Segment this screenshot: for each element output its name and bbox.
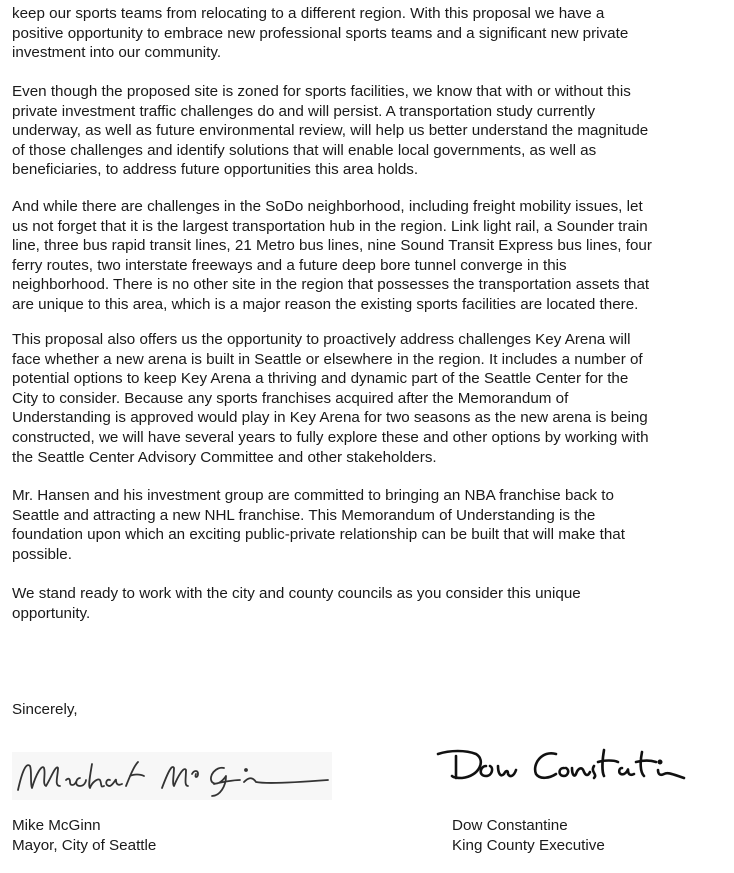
text-line: keep our sports teams from relocating to a different region. With this proposal we have a [12,5,605,22]
text-line: ferry routes, two interstate freeways and a future deep bore tunnel converge in this [12,256,567,274]
text-line: Even though the proposed site is zoned for sports facilities, we know that with or without this [12,83,631,100]
text-line: face whether a new arena is built in Seattle or elsewhere in the region. It includes a number of [12,350,643,368]
text-line: private investment traffic challenges do and will persist. A transportation study currently [12,102,596,120]
signatory-name: Mike McGinn [12,817,101,834]
text-line: line, three bus rapid transit lines, 21 Metro bus lines, nine Sound Transit Express bus lines, four [12,237,652,255]
text-line: us not forget that it is the largest transportation hub in the region. Link light rail, a Sounder train [12,217,648,235]
text-line: possible. [12,545,72,563]
text-line: are unique to this area, which is a major reason the existing sports facilities are located there. [12,295,639,313]
paragraph-key-arena [12,330,734,467]
text-line: beneficiaries, to address future opportunities this area holds. [12,161,419,179]
signatory-constantine [452,816,605,855]
signatory-mcginn [12,816,156,855]
text-line: We stand ready to work with the city and county councils as you consider this unique [12,585,581,602]
text-line: the Seattle Center Advisory Committee and other stakeholders. [12,448,437,466]
paragraph-ready [12,584,734,623]
signatory-title: Mayor, City of Seattle [12,836,157,854]
closing [12,700,734,720]
paragraph-hansen [12,486,734,564]
text-line: This proposal also offers us the opportunity to proactively address challenges Key Arena will [12,331,631,348]
signatory-title: King County Executive [452,836,605,854]
text-line: City to consider. Because any sports franchises acquired after the Memorandum of [12,389,569,407]
paragraph-traffic [12,82,734,180]
text-line: Mr. Hansen and his investment group are committed to bringing an NBA franchise back to [12,487,614,504]
closing-text: Sincerely, [12,701,78,718]
signature-constantine [436,744,696,794]
text-line: underway, as well as future environmental review, will help us better understand the magnitude [12,122,649,140]
text-line: foundation upon which an exciting public-private relationship can be built that will make that [12,526,625,544]
text-line: potential options to keep Key Arena a thriving and dynamic part of the Seattle Center for the [12,370,629,388]
text-line: positive opportunity to embrace new professional sports teams and a significant new private [12,24,629,42]
signatory-name: Dow Constantine [452,817,568,834]
text-line: Seattle and attracting a new NHL franchise. This Memorandum of Understanding is the [12,506,596,524]
text-line: And while there are challenges in the SoDo neighborhood, including freight mobility issues, let [12,198,643,215]
text-line: opportunity. [12,604,91,622]
paragraph-relocation [12,4,734,63]
text-line: of those challenges and identify solutions that will enable local governments, as well as [12,141,597,159]
text-line: Understanding is approved would play in Key Arena for two seasons as the new arena is being [12,409,648,427]
text-line: neighborhood. There is no other site in the region that possesses the transportation assets that [12,276,650,294]
paragraph-sodo [12,197,734,315]
text-line: investment into our community. [12,44,222,62]
signature-mcginn [12,752,332,800]
text-line: constructed, we will have several years to fully explore these and other options by working with [12,428,649,446]
